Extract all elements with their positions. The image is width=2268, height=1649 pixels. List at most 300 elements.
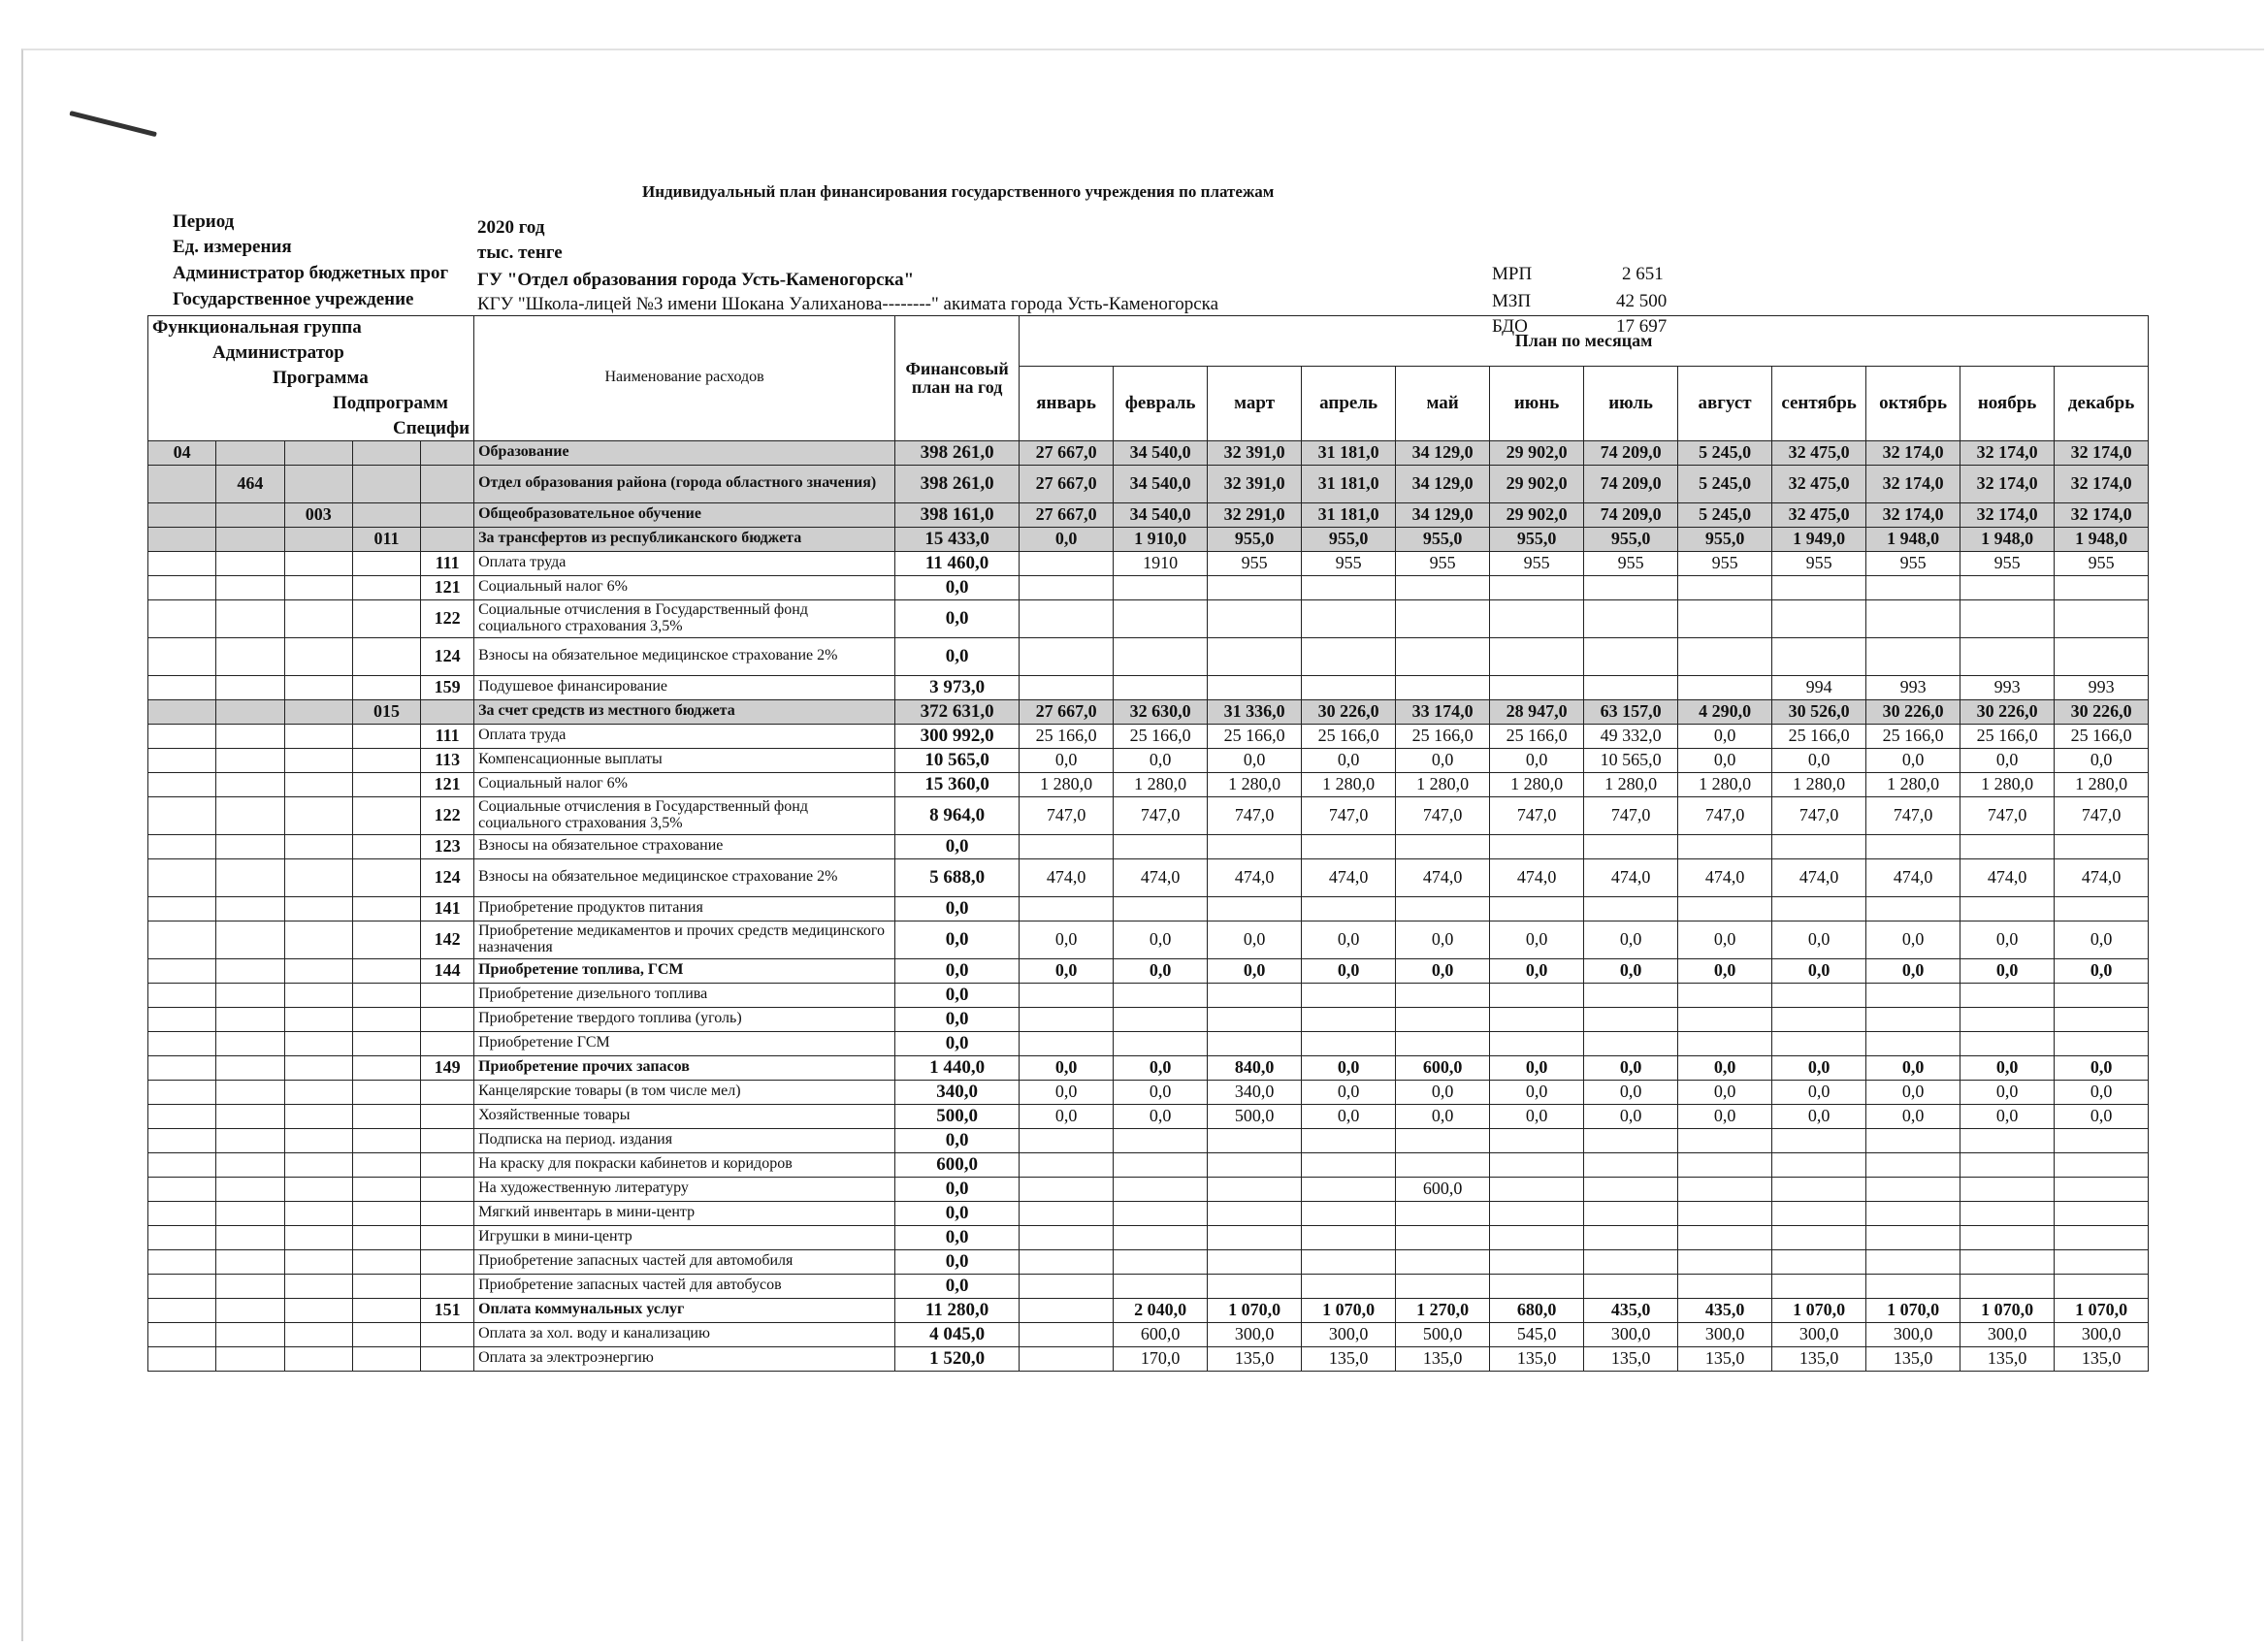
name-column-header: Наименование расходов: [474, 316, 895, 441]
month-value: 500,0: [1208, 1104, 1302, 1128]
month-value: [1772, 1249, 1866, 1274]
month-value: 300,0: [1960, 1322, 2055, 1346]
month-value: [1302, 834, 1396, 858]
month-value: [1678, 599, 1772, 637]
code-cell: [352, 675, 420, 699]
month-value: 0,0: [1866, 958, 1960, 983]
month-value: [1866, 896, 1960, 921]
month-header: ноябрь: [1960, 366, 2055, 440]
month-value: [1960, 1152, 2055, 1177]
month-value: 0,0: [1302, 1080, 1396, 1104]
expense-name: Мягкий инвентарь в мини-центр: [474, 1201, 895, 1225]
month-value: [1114, 1007, 1208, 1031]
annual-plan-value: 340,0: [895, 1080, 1020, 1104]
month-value: 74 209,0: [1584, 465, 1678, 502]
month-value: [1020, 637, 1114, 675]
month-value: [1678, 1225, 1772, 1249]
code-cell: 122: [421, 599, 474, 637]
month-value: 1 070,0: [2055, 1298, 2149, 1322]
code-cell: [284, 675, 352, 699]
month-value: 0,0: [1678, 1055, 1772, 1080]
code-cell: [284, 983, 352, 1007]
code-cell: [352, 796, 420, 834]
month-value: 10 565,0: [1584, 748, 1678, 772]
month-header: май: [1396, 366, 1490, 440]
month-value: [1490, 1249, 1584, 1274]
month-value: 30 226,0: [1866, 699, 1960, 724]
month-value: [1584, 1128, 1678, 1152]
plan-by-month-header: План по месяцам: [1020, 316, 2149, 367]
code-cell: [216, 1080, 284, 1104]
code-cell: [216, 1152, 284, 1177]
code-cell: [216, 1322, 284, 1346]
code-cell: [148, 502, 216, 527]
month-value: 32 475,0: [1772, 502, 1866, 527]
code-cell: [352, 1298, 420, 1322]
month-value: 955: [1584, 551, 1678, 575]
month-value: [1114, 599, 1208, 637]
table-row: [148, 958, 2149, 983]
code-cell: [216, 796, 284, 834]
code-cell: 464: [216, 465, 284, 502]
month-value: [1490, 675, 1584, 699]
month-value: [1866, 1031, 1960, 1055]
annual-plan-value: 398 261,0: [895, 465, 1020, 502]
month-value: [1020, 575, 1114, 599]
month-value: [1678, 1007, 1772, 1031]
expense-name: Приобретение продуктов питания: [474, 896, 895, 921]
month-value: 0,0: [1020, 748, 1114, 772]
expense-name: Оплата труда: [474, 724, 895, 748]
expense-name: Канцелярские товары (в том числе мел): [474, 1080, 895, 1104]
code-cell: [216, 1031, 284, 1055]
code-cell: 121: [421, 575, 474, 599]
month-value: [1866, 1177, 1960, 1201]
code-cell: [284, 1104, 352, 1128]
month-value: 0,0: [1396, 921, 1490, 958]
table-row: [148, 502, 2149, 527]
month-value: [1396, 575, 1490, 599]
table-row: [148, 527, 2149, 551]
month-value: [1490, 983, 1584, 1007]
month-value: 747,0: [1396, 796, 1490, 834]
month-value: [1678, 575, 1772, 599]
month-value: [1866, 1249, 1960, 1274]
month-value: [1772, 1128, 1866, 1152]
mrp-value: 2 651: [1622, 264, 1664, 284]
month-value: [1114, 1128, 1208, 1152]
month-value: 500,0: [1396, 1322, 1490, 1346]
month-value: 32 475,0: [1772, 440, 1866, 465]
month-value: 1 070,0: [1302, 1298, 1396, 1322]
month-value: [1020, 1007, 1114, 1031]
code-cell: [352, 1177, 420, 1201]
month-value: [1490, 896, 1584, 921]
month-value: [1584, 675, 1678, 699]
month-value: [1208, 637, 1302, 675]
code-cell: [352, 1128, 420, 1152]
month-value: 474,0: [1396, 858, 1490, 896]
month-value: [2055, 637, 2149, 675]
month-value: 0,0: [1396, 748, 1490, 772]
month-value: [1866, 1007, 1960, 1031]
table-row: [148, 724, 2149, 748]
code-cell: [352, 1225, 420, 1249]
annual-plan-value: 0,0: [895, 599, 1020, 637]
month-value: [1584, 983, 1678, 1007]
month-value: 0,0: [2055, 748, 2149, 772]
month-value: [1114, 675, 1208, 699]
table-row: [148, 1104, 2149, 1128]
table-row: [148, 1152, 2149, 1177]
month-value: 32 291,0: [1208, 502, 1302, 527]
month-value: 0,0: [1020, 1104, 1114, 1128]
code-cell: [216, 896, 284, 921]
code-cell: [284, 834, 352, 858]
month-value: [1020, 983, 1114, 1007]
month-value: [1960, 1177, 2055, 1201]
code-cell: [421, 440, 474, 465]
month-value: 0,0: [1584, 1055, 1678, 1080]
expense-name: Образование: [474, 440, 895, 465]
expense-name: Социальные отчисления в Государственный фонд социального страхования 3,5%: [474, 796, 895, 834]
institution-label: Государственное учреждение: [173, 289, 414, 309]
month-value: 135,0: [1584, 1346, 1678, 1371]
month-value: 32 174,0: [1866, 502, 1960, 527]
code-cell: [284, 1322, 352, 1346]
code-cell: [284, 1152, 352, 1177]
month-value: [1772, 1274, 1866, 1298]
table-row: [148, 834, 2149, 858]
month-value: 135,0: [1302, 1346, 1396, 1371]
month-value: 0,0: [1396, 1104, 1490, 1128]
month-value: 747,0: [1490, 796, 1584, 834]
annual-plan-value: 15 360,0: [895, 772, 1020, 796]
month-value: [1020, 551, 1114, 575]
month-value: [1114, 1225, 1208, 1249]
table-row: [148, 1322, 2149, 1346]
code-cell: [284, 772, 352, 796]
code-cell: [421, 1080, 474, 1104]
code-cell: 151: [421, 1298, 474, 1322]
code-cell: [352, 575, 420, 599]
month-value: 955,0: [1490, 527, 1584, 551]
month-value: 0,0: [1960, 1055, 2055, 1080]
table-row: [148, 1201, 2149, 1225]
month-value: 0,0: [1866, 1104, 1960, 1128]
code-cell: [216, 1201, 284, 1225]
month-value: [1772, 599, 1866, 637]
month-value: [1208, 1031, 1302, 1055]
expense-name: Приобретение ГСМ: [474, 1031, 895, 1055]
month-value: [1678, 1128, 1772, 1152]
annual-plan-value: 0,0: [895, 1128, 1020, 1152]
table-row: [148, 1346, 2149, 1371]
month-value: [1678, 637, 1772, 675]
month-value: 32 174,0: [2055, 440, 2149, 465]
month-value: 31 336,0: [1208, 699, 1302, 724]
code-cell: [421, 1031, 474, 1055]
month-value: 0,0: [1208, 921, 1302, 958]
month-value: 25 166,0: [1396, 724, 1490, 748]
month-value: 25 166,0: [1772, 724, 1866, 748]
month-value: 955: [1866, 551, 1960, 575]
month-value: 34 129,0: [1396, 465, 1490, 502]
table-row: [148, 796, 2149, 834]
month-value: 1 270,0: [1396, 1298, 1490, 1322]
month-value: 955: [1208, 551, 1302, 575]
tree-line: Администратор: [212, 341, 344, 363]
month-value: 0,0: [2055, 921, 2149, 958]
bdo-label: БДО: [1492, 316, 1528, 337]
month-value: [1302, 1031, 1396, 1055]
month-value: 474,0: [1208, 858, 1302, 896]
month-value: 25 166,0: [1302, 724, 1396, 748]
expense-name: Приобретение запасных частей для автобусов: [474, 1274, 895, 1298]
month-value: 0,0: [1490, 958, 1584, 983]
month-value: [1208, 675, 1302, 699]
month-value: 955: [1490, 551, 1584, 575]
table-row: [148, 858, 2149, 896]
month-value: 600,0: [1396, 1055, 1490, 1080]
month-value: 34 129,0: [1396, 440, 1490, 465]
month-value: 0,0: [1960, 748, 2055, 772]
code-cell: [284, 440, 352, 465]
month-value: 0,0: [2055, 1080, 2149, 1104]
annual-plan-value: 0,0: [895, 1274, 1020, 1298]
month-value: 0,0: [1208, 958, 1302, 983]
code-cell: [352, 1080, 420, 1104]
annual-plan-value: 0,0: [895, 983, 1020, 1007]
code-cell: [352, 465, 420, 502]
month-value: [1396, 599, 1490, 637]
code-cell: [352, 1274, 420, 1298]
annual-plan-value: 0,0: [895, 1177, 1020, 1201]
month-value: [1490, 1177, 1584, 1201]
unit-value: тыс. тенге: [477, 242, 563, 263]
month-value: [2055, 896, 2149, 921]
month-value: 0,0: [1772, 921, 1866, 958]
month-value: 747,0: [1866, 796, 1960, 834]
code-cell: 141: [421, 896, 474, 921]
month-value: 49 332,0: [1584, 724, 1678, 748]
code-cell: 04: [148, 440, 216, 465]
month-value: [1302, 1152, 1396, 1177]
month-value: 30 526,0: [1772, 699, 1866, 724]
code-cell: 159: [421, 675, 474, 699]
month-value: [1302, 1249, 1396, 1274]
code-cell: [148, 958, 216, 983]
month-value: [1396, 1201, 1490, 1225]
code-cell: [216, 440, 284, 465]
month-value: 474,0: [1960, 858, 2055, 896]
month-value: [1020, 1225, 1114, 1249]
month-value: [1584, 1274, 1678, 1298]
month-value: 135,0: [1678, 1346, 1772, 1371]
month-value: [1396, 675, 1490, 699]
annual-plan-value: 300 992,0: [895, 724, 1020, 748]
month-value: 1 070,0: [1866, 1298, 1960, 1322]
code-cell: [421, 502, 474, 527]
month-value: [1396, 834, 1490, 858]
table-row: [148, 699, 2149, 724]
month-value: 31 181,0: [1302, 465, 1396, 502]
month-value: 170,0: [1114, 1346, 1208, 1371]
month-value: [1772, 1007, 1866, 1031]
code-cell: [352, 1007, 420, 1031]
month-value: [1772, 575, 1866, 599]
month-value: [1772, 1225, 1866, 1249]
expense-name: Оплата за электроэнергию: [474, 1346, 895, 1371]
code-cell: 113: [421, 748, 474, 772]
tree-line: Программа: [273, 367, 369, 388]
expense-name: Приобретение твердого топлива (уголь): [474, 1007, 895, 1031]
month-value: 0,0: [1866, 1055, 1960, 1080]
month-value: [1208, 896, 1302, 921]
code-cell: [352, 440, 420, 465]
month-value: [1584, 575, 1678, 599]
month-value: 1 948,0: [2055, 527, 2149, 551]
month-value: [1584, 1177, 1678, 1201]
code-cell: 015: [352, 699, 420, 724]
month-value: [1490, 599, 1584, 637]
expense-name: Оплата за хол. воду и канализацию: [474, 1322, 895, 1346]
code-cell: 144: [421, 958, 474, 983]
admin-value: ГУ "Отдел образования города Усть-Каменогорска": [477, 270, 915, 290]
table-row: [148, 1128, 2149, 1152]
month-value: 25 166,0: [2055, 724, 2149, 748]
annual-plan-value: 0,0: [895, 1201, 1020, 1225]
expense-name: Приобретение топлива, ГСМ: [474, 958, 895, 983]
month-value: 300,0: [1678, 1322, 1772, 1346]
month-value: [1114, 1177, 1208, 1201]
admin-label: Администратор бюджетных прог: [173, 263, 449, 283]
month-header: июнь: [1490, 366, 1584, 440]
month-value: 29 902,0: [1490, 465, 1584, 502]
code-cell: [148, 1322, 216, 1346]
month-value: [1960, 896, 2055, 921]
code-cell: [216, 958, 284, 983]
month-value: [1866, 599, 1960, 637]
month-value: [2055, 1201, 2149, 1225]
month-value: 300,0: [1772, 1322, 1866, 1346]
code-cell: [352, 599, 420, 637]
month-value: 1 280,0: [1020, 772, 1114, 796]
month-value: 0,0: [1584, 1104, 1678, 1128]
expense-name: Подписка на период. издания: [474, 1128, 895, 1152]
month-value: 135,0: [1866, 1346, 1960, 1371]
code-cell: [352, 1031, 420, 1055]
month-value: 0,0: [1490, 921, 1584, 958]
month-value: 474,0: [1114, 858, 1208, 896]
month-value: 0,0: [1302, 1055, 1396, 1080]
month-value: [1302, 575, 1396, 599]
month-value: 0,0: [1678, 748, 1772, 772]
month-value: 0,0: [1960, 921, 2055, 958]
expense-name: За трансфертов из республиканского бюджета: [474, 527, 895, 551]
expense-name: Оплата коммунальных услуг: [474, 1298, 895, 1322]
annual-plan-value: 11 280,0: [895, 1298, 1020, 1322]
code-cell: [421, 1274, 474, 1298]
month-value: [1302, 1274, 1396, 1298]
code-cell: 121: [421, 772, 474, 796]
month-value: [1584, 1201, 1678, 1225]
month-value: 32 174,0: [1866, 440, 1960, 465]
code-cell: [148, 637, 216, 675]
code-cell: [284, 575, 352, 599]
month-value: 340,0: [1208, 1080, 1302, 1104]
code-cell: [216, 1346, 284, 1371]
code-cell: [216, 834, 284, 858]
month-value: [1490, 575, 1584, 599]
code-cell: 011: [352, 527, 420, 551]
table-row: [148, 551, 2149, 575]
month-value: 0,0: [1584, 958, 1678, 983]
code-cell: [421, 699, 474, 724]
month-value: [1396, 1249, 1490, 1274]
month-value: [1208, 1274, 1302, 1298]
month-value: 5 245,0: [1678, 440, 1772, 465]
month-value: 32 174,0: [2055, 465, 2149, 502]
month-value: 25 166,0: [1866, 724, 1960, 748]
code-cell: [284, 1346, 352, 1371]
month-value: 0,0: [1866, 921, 1960, 958]
month-value: 1 910,0: [1114, 527, 1208, 551]
month-value: [1020, 834, 1114, 858]
table-row: [148, 675, 2149, 699]
month-value: 0,0: [1866, 748, 1960, 772]
code-cell: [352, 1152, 420, 1177]
month-value: 1 070,0: [1772, 1298, 1866, 1322]
month-value: [1020, 1128, 1114, 1152]
code-cell: [352, 1322, 420, 1346]
month-value: 0,0: [1490, 1080, 1584, 1104]
code-cell: [284, 527, 352, 551]
month-value: [1396, 1274, 1490, 1298]
month-value: 1 280,0: [1490, 772, 1584, 796]
month-value: 34 540,0: [1114, 440, 1208, 465]
month-value: [1208, 983, 1302, 1007]
month-value: [1584, 1152, 1678, 1177]
code-cell: [284, 958, 352, 983]
expense-name: Подушевое финансирование: [474, 675, 895, 699]
table-row: [148, 575, 2149, 599]
table-row: [148, 772, 2149, 796]
expense-name: На краску для покраски кабинетов и коридоров: [474, 1152, 895, 1177]
annual-plan-value: 0,0: [895, 921, 1020, 958]
month-value: 27 667,0: [1020, 502, 1114, 527]
month-value: 993: [1866, 675, 1960, 699]
month-value: 5 245,0: [1678, 465, 1772, 502]
code-cell: [284, 796, 352, 834]
expense-name: Взносы на обязательное медицинское страхование 2%: [474, 637, 895, 675]
month-value: 1 070,0: [1208, 1298, 1302, 1322]
month-value: [1302, 1128, 1396, 1152]
annual-plan-value: 4 045,0: [895, 1322, 1020, 1346]
code-cell: [148, 921, 216, 958]
table-row: [148, 983, 2149, 1007]
code-cell: [284, 699, 352, 724]
code-cell: [421, 1177, 474, 1201]
month-value: [1584, 599, 1678, 637]
month-value: 0,0: [1114, 1055, 1208, 1080]
month-value: 135,0: [1490, 1346, 1584, 1371]
month-value: [1020, 675, 1114, 699]
month-value: 474,0: [1678, 858, 1772, 896]
table-row: [148, 1225, 2149, 1249]
document-title: Индивидуальный план финансирования государственного учреждения по платежам: [642, 182, 1275, 201]
month-value: 0,0: [1020, 1080, 1114, 1104]
